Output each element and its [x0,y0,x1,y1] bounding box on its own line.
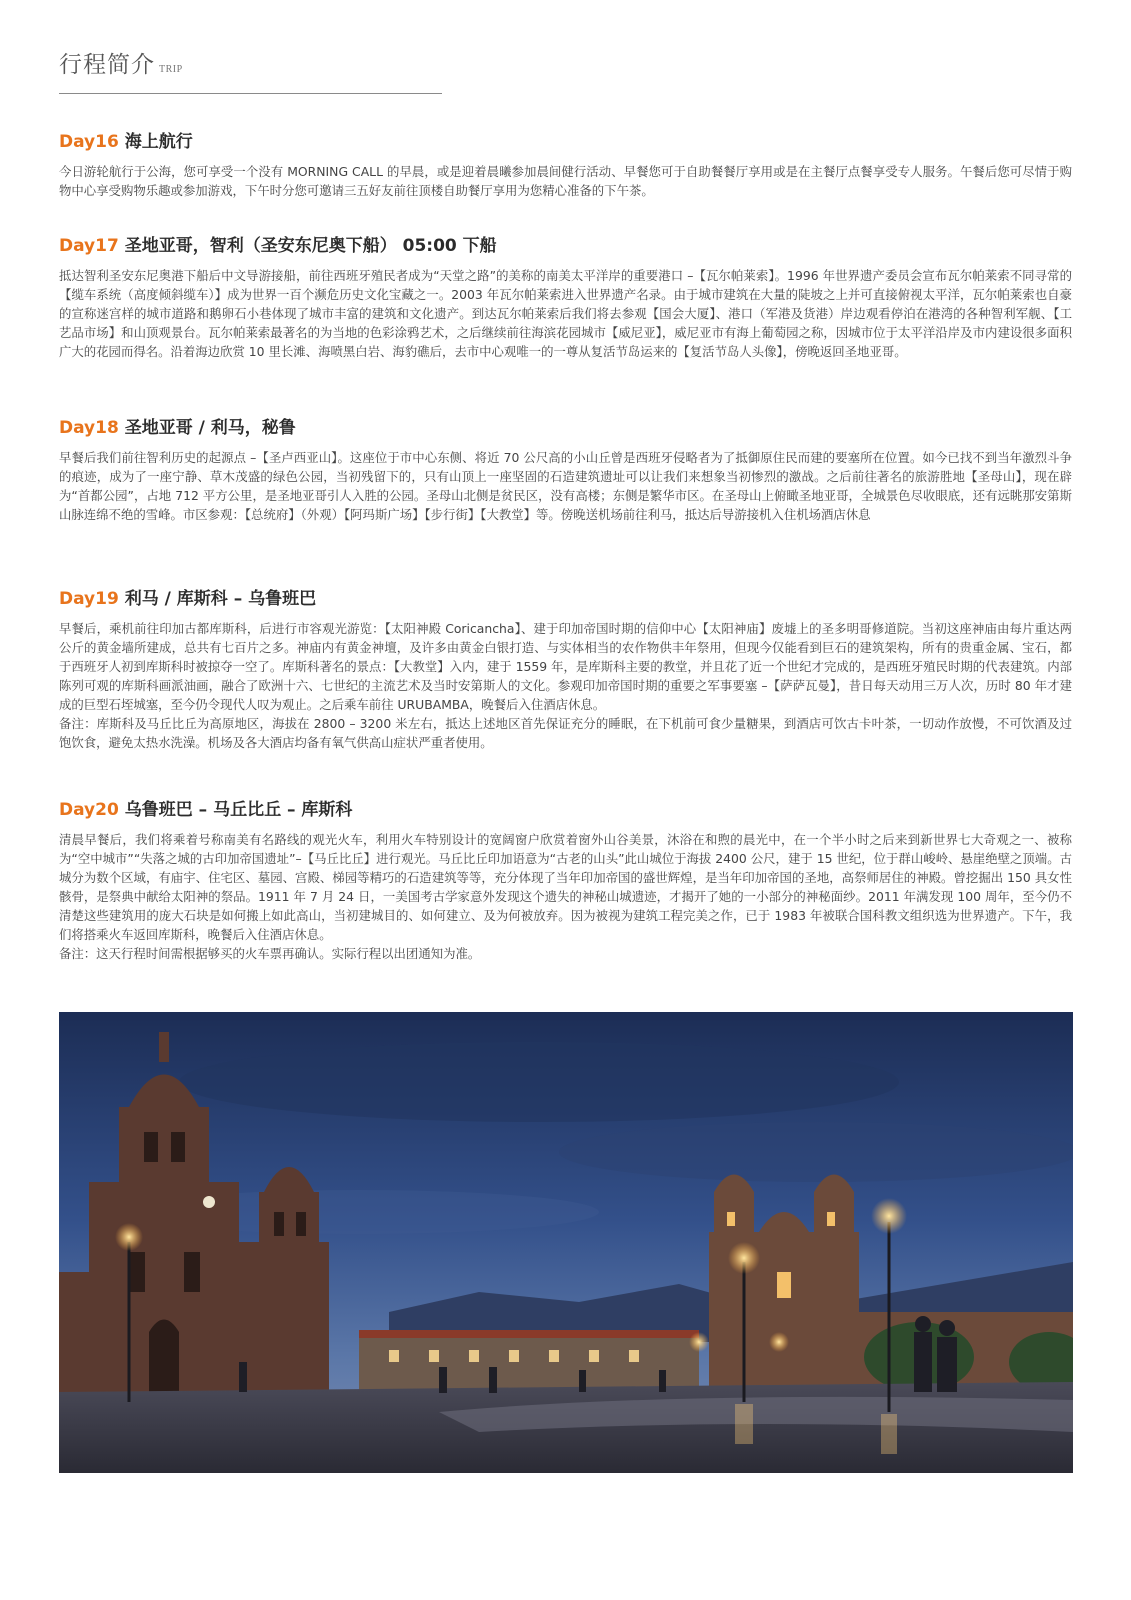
day-title: 利马 / 库斯科 – 乌鲁班巴 [124,589,317,609]
day-heading [59,130,1072,154]
page-subtitle: TRIP [159,64,183,75]
cusco-plaza-photo [59,1012,1073,1473]
day-note: 备注：库斯科及马丘比丘为高原地区，海拔在 2800 – 3200 米左右，抵达上述地区首先保证充分的睡眠，在下机前可食少量糖果，到酒店可饮古卡叶茶，一切动作放慢，不可饮酒及过饱饮食，避免太热水洗澡。机场及各大酒店均备有氧气供高山症状严重者使用。 [59,716,1072,750]
day-paragraph: 抵达智利圣安东尼奥港下船后中文导游接船，前往西班牙殖民者成为“天堂之路”的美称的南美太平洋岸的重要港口 –【瓦尔帕莱索】。1996 年世界遗产委员会宣布瓦尔帕莱索不同寻常的【缆车系统（高度倾斜缆车）】成为世界一百个濒危历史文化宝藏之一。2003 年瓦尔帕莱索进入世界遗产名录。由于城市建筑在大量的陡坡之上并可直接俯视太平洋，瓦尔帕莱索也自豪的宣称迷宫样的城市道路和鹅卵石小巷体现了城市丰富的建筑和文化遗产。到达瓦尔帕莱索后我们将去参观【国会大厦】、港口（军港及货港）岸边观看停泊在港湾的各种智利军舰、【工艺品市场】和山顶观景台。瓦尔帕莱索最著名的为当地的色彩涂鸦艺术，之后继续前往海滨花园城市【威尼亚】，威尼亚市有海上葡萄园之称，因城市位于太平洋沿岸及市内建设很多面积广大的花园而得名。沿着海边欣赏 10 里长滩、海喷黑白岩、海豹礁后，去市中心观唯一的一尊从复活节岛运来的【复活节岛人头像】，傍晚返回圣地亚哥。 [59,268,1072,359]
day-number: Day16 [59,132,119,152]
day-heading [59,587,1072,611]
page-title: 行程简介 [59,52,155,78]
day-note: 备注：这天行程时间需根据够买的火车票再确认。实际行程以出团通知为准。 [59,946,481,961]
day-number: Day20 [59,800,119,820]
day-title: 圣地亚哥，智利（圣安东尼奥下船） 05:00 下船 [124,236,497,256]
page-header [59,46,442,94]
day-number: Day18 [59,418,119,438]
day-heading [59,798,1072,822]
day-section-16 [59,130,1072,200]
day-heading [59,234,1072,258]
day-number: Day17 [59,236,119,256]
day-number: Day19 [59,589,119,609]
day-paragraph: 早餐后我们前往智利历史的起源点 –【圣卢西亚山】。这座位于市中心东侧、将近 70 公尺高的小山丘曾是西班牙侵略者为了抵御原住民而建的要塞所在位置。如今已找不到当年激烈斗争的痕迹，成为了一座宁静、草木茂盛的绿色公园，当初残留下的，只有山顶上一座坚固的石造建筑遗址可以让我们来想象当初惨烈的激战。之后前往著名的旅游胜地【圣母山】，现在辟为“首都公园”，占地 712 平方公里，是圣地亚哥引人入胜的公园。圣母山北侧是贫民区，没有高楼；东侧是繁华市区。在圣母山上俯瞰圣地亚哥，全城景色尽收眼底，还有远眺那安第斯山脉连绵不绝的雪峰。市区参观：【总统府】（外观）【阿玛斯广场】【步行街】【大教堂】等。傍晚送机场前往利马，抵达后导游接机入住机场酒店休息 [59,450,1072,522]
day-section-19 [59,587,1072,752]
day-title: 圣地亚哥 / 利马，秘鲁 [124,418,296,438]
day-paragraph: 今日游轮航行于公海，您可享受一个没有 MORNING CALL 的早晨，或是迎着晨曦参加晨间健行活动、早餐您可于自助餐餐厅享用或是在主餐厅点餐享受专人服务。午餐后您可尽情于购物中心享受购物乐趣或参加游戏，下午时分您可邀请三五好友前往顶楼自助餐厅享用为您精心准备的下午茶。 [59,164,1072,198]
day-paragraph: 清晨早餐后，我们将乘着号称南美有名路线的观光火车，利用火车特别设计的宽阔窗户欣赏着窗外山谷美景，沐浴在和煦的晨光中，在一个半小时之后来到新世界七大奇观之一、被称为“空中城市”“失落之城的古印加帝国遗址”–【马丘比丘】进行观光。马丘比丘印加语意为“古老的山头”此山城位于海拔 2400 公尺，建于 15 世纪，位于群山峻岭、悬崖绝壁之顶端。古城分为数个区域，有庙宇、住宅区、墓园、宫殿、梯园等精巧的石造建筑等等，充分体现了当年印加帝国的盛世辉煌，是当年印加帝国的圣地，高祭师居住的神殿。曾挖掘出 150 具女性骸骨，是祭典中献给太阳神的祭品。1911 年 7 月 24 日，一美国考古学家意外发现这个遗失的神秘山城遗迹，才揭开了她的一小部分的神秘面纱。2011 年满发现 100 周年，至今仍不清楚这些建筑用的庞大石块是如何搬上如此高山，当初建城目的、如何建立、及为何被放弃。因为被视为建筑工程完美之作，已于 1983 年被联合国科教文组织选为世界遗产。下午，我们将搭乘火车返回库斯科，晚餐后入住酒店休息。 [59,832,1072,942]
day-title: 海上航行 [124,132,193,152]
day-section-17 [59,234,1072,361]
day-title: 乌鲁班巴 – 马丘比丘 – 库斯科 [124,800,353,820]
header-divider [59,93,442,94]
day-section-20 [59,798,1072,963]
day-heading [59,416,1072,440]
day-paragraph: 早餐后，乘机前往印加古都库斯科，后进行市容观光游览：【太阳神殿 Coricancha】、建于印加帝国时期的信仰中心【太阳神庙】废墟上的圣多明哥修道院。当初这座神庙由每片重达两公斤的黄金墙所建成，总共有七百片之多。神庙内有黄金神壇，及许多由黄金白银打造、与实体相当的农作物供丰年祭用，但现今仅能看到巨石的建筑架构，所有的贵重金属、宝石，都于西班牙人初到库斯科时被掠夺一空了。库斯科著名的景点：【大教堂】入内，建于 1559 年，是库斯科主要的教堂，并且花了近一个世纪才完成的，是西班牙殖民时期的代表建筑。内部陈列可观的库斯科画派油画，融合了欧洲十六、七世纪的主流艺术及当时安第斯人的文化。参观印加帝国时期的重要之军事要塞 –【萨萨瓦曼】，昔日每天动用三万人次，历时 80 年才建成的巨型石垤城塞，至今仍令现代人叹为观止。之后乘车前往 URUBAMBA，晚餐后入住酒店休息。 [59,621,1072,712]
day-section-18 [59,416,1072,524]
